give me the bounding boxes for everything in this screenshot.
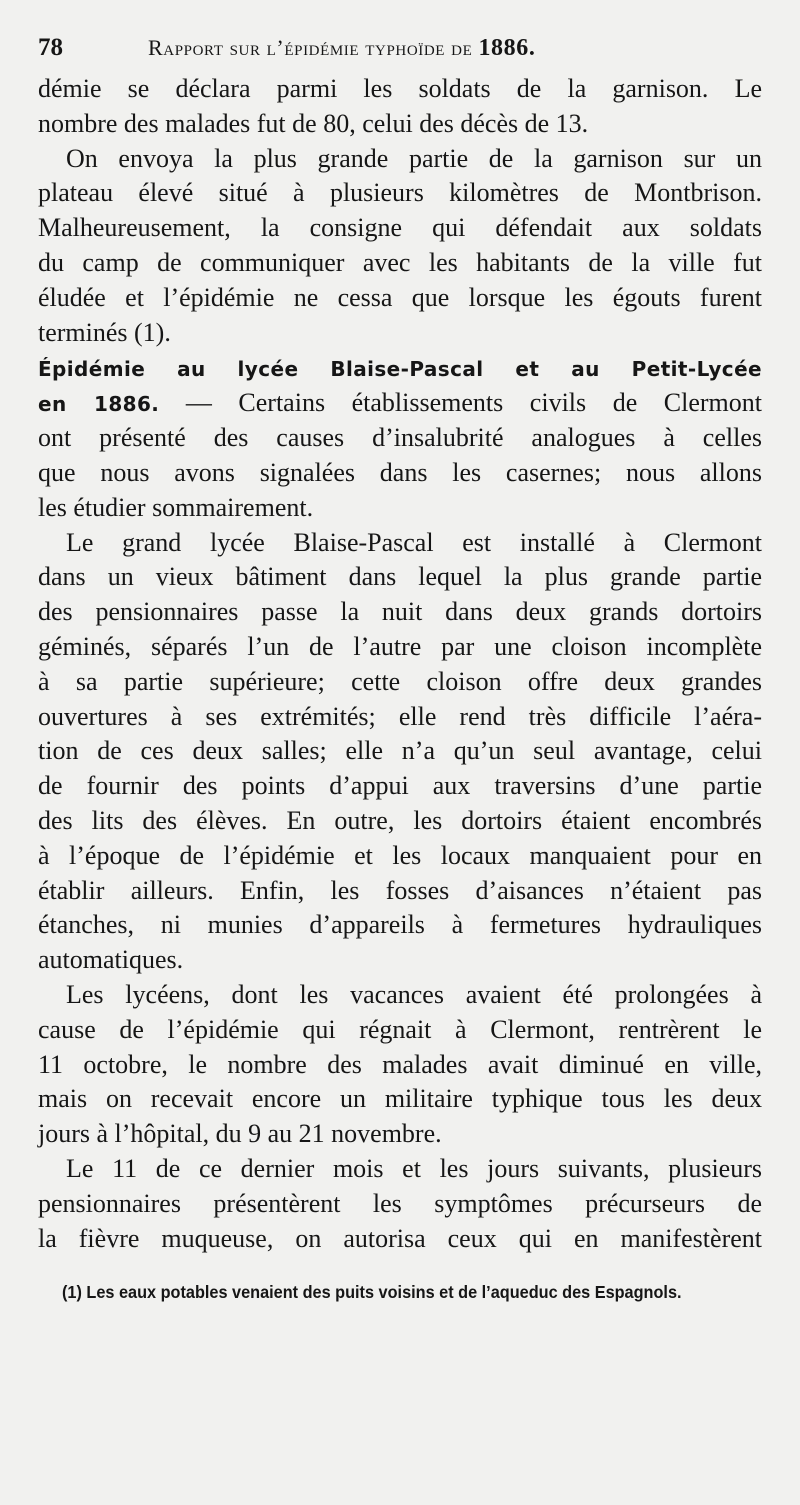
text-line: à l’époque de l’épidémie et les locaux manquaient pour en xyxy=(38,840,762,870)
text-line: des lits des élèves. En outre, les dortoirs étaient encombrés xyxy=(38,805,762,835)
text-line: jours à l’hôpital, du 9 au 21 novembre. xyxy=(38,1119,442,1149)
section-heading xyxy=(38,350,762,386)
text-line: tion de ces deux salles; elle n’a qu’un seul avantage, celui xyxy=(38,736,762,766)
text-line: Le 11 de ce dernier mois et les jours suivants, plusieurs xyxy=(66,1153,762,1183)
text-line: mais on recevait encore un militaire typhique tous les deux xyxy=(38,1084,762,1114)
text-line: plateau élevé situé à plusieurs kilomètres de Montbrison. xyxy=(38,178,762,208)
text-line: la fièvre muqueuse, on autorisa ceux qui en manifestèrent xyxy=(38,1223,762,1253)
text-line: Malheureusement, la consigne qui défendait aux soldats xyxy=(38,213,762,243)
section-heading-continuation: en 1886. xyxy=(38,392,160,417)
paragraph-lycee-epidemic xyxy=(38,350,762,525)
paragraph-continuation xyxy=(38,72,762,142)
running-title-year: 1886. xyxy=(478,35,536,61)
text-line: ouvertures à ses extrémités; elle rend très difficile l’aéra- xyxy=(38,701,762,731)
text-line: cause de l’épidémie qui régnait à Clermont, rentrèrent le xyxy=(38,1014,762,1044)
text-line: Les lycéens, dont les vacances avaient été prolongées à xyxy=(66,979,762,1009)
text-line: nombre des malades fut de 80, celui des décès de 13. xyxy=(38,108,589,138)
paragraph-grand-lycee xyxy=(38,526,762,978)
running-title-text: Rapport sur l’épidémie typhoïde de xyxy=(148,35,473,60)
text-line: dans un vieux bâtiment dans lequel la plus grande partie xyxy=(38,562,762,592)
running-title xyxy=(148,32,535,64)
text-line: à sa partie supérieure; cette cloison offre deux grandes xyxy=(38,666,762,696)
text-line: géminés, séparés l’un de l’autre par une cloison incomplète xyxy=(38,631,762,661)
text-line: ont présenté des causes d’insalubrité analogues à celles xyxy=(38,423,762,453)
text-line: les étudier sommairement. xyxy=(38,492,314,522)
running-header xyxy=(38,32,762,64)
footnote: (1) Les eaux potables venaient des puits voisins et de l’aqueduc des Espagnols. xyxy=(62,1282,682,1302)
text-line: automatiques. xyxy=(38,945,184,975)
page-number: 78 xyxy=(38,34,63,61)
text-line: On envoya la plus grande partie de la garnison sur un xyxy=(66,143,762,173)
text-line: établir ailleurs. Enfin, les fosses d’aisances n’étaient pas xyxy=(38,875,762,905)
text-line: terminés (1). xyxy=(38,317,171,347)
paragraph-lyceens-return xyxy=(38,978,762,1152)
text-line xyxy=(38,386,762,421)
section-heading-rest: — Certains établissements civils de Clermont xyxy=(185,388,763,418)
text-line: du camp de communiquer avec les habitants de la ville fut xyxy=(38,247,762,277)
section-heading-text: Épidémie au lycée Blaise-Pascal et au Petit-Lycée xyxy=(38,357,762,382)
text-line: éludée et l’épidémie ne cessa que lorsque les égouts furent xyxy=(38,282,762,312)
text-line: pensionnaires présentèrent les symptômes précurseurs de xyxy=(38,1188,762,1218)
text-line: des pensionnaires passe la nuit dans deux grands dortoirs xyxy=(38,597,762,627)
text-line: 11 octobre, le nombre des malades avait diminué en ville, xyxy=(38,1049,762,1079)
text-line: démie se déclara parmi les soldats de la garnison. Le xyxy=(38,74,762,103)
body-text xyxy=(38,72,762,1256)
paragraph-november-cases xyxy=(38,1152,762,1256)
text-line: étanches, ni munies d’appareils à fermetures hydrauliques xyxy=(38,910,762,940)
paragraph-montbrison-camp xyxy=(38,142,762,351)
text-line: Le grand lycée Blaise-Pascal est installé à Clermont xyxy=(66,527,762,557)
text-line: que nous avons signalées dans les casernes; nous allons xyxy=(38,457,762,487)
text-line: de fournir des points d’appui aux traversins d’une partie xyxy=(38,771,762,801)
